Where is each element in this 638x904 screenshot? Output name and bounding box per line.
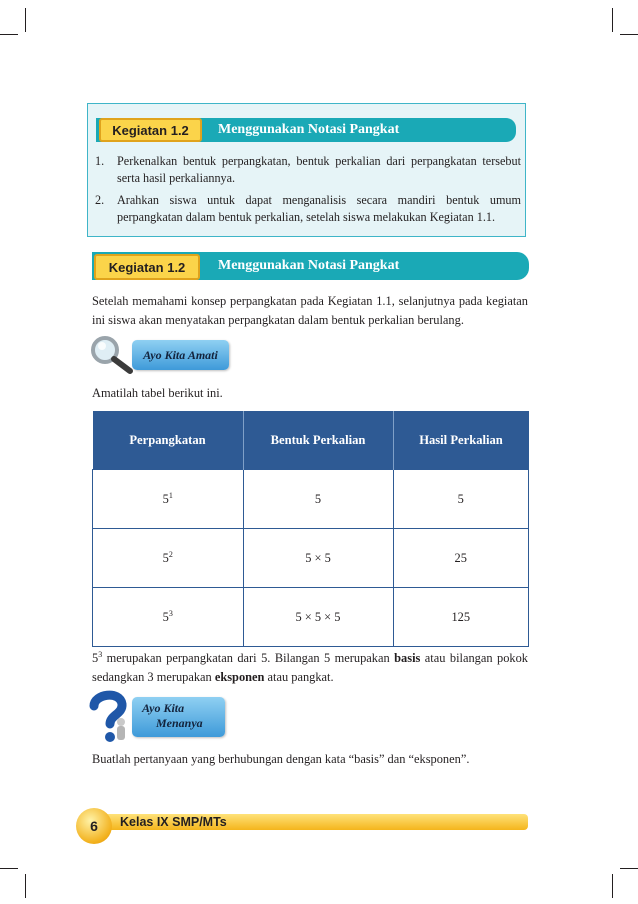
crop-mark xyxy=(25,874,26,898)
ask-label-line1: Ayo Kita xyxy=(142,701,185,715)
table-header-row xyxy=(93,411,529,470)
product-cell: 5 xyxy=(243,470,393,529)
ask-instruction: Buatlah pertanyaan yang berhubungan dengan kata “basis” dan “eksponen”. xyxy=(92,752,470,766)
activity-title: Menggunakan Notasi Pangkat xyxy=(218,122,400,137)
page-number: 6 xyxy=(76,808,112,844)
ask-label-line2: Menanya xyxy=(156,716,203,730)
ask-label xyxy=(132,697,225,737)
question-mark-person-icon xyxy=(86,688,132,744)
result-cell: 125 xyxy=(393,588,529,647)
observe-label-text: Ayo Kita Amati xyxy=(143,347,218,362)
observe-instruction: Amatilah tabel berikut ini. xyxy=(92,386,223,400)
power-cell: $5^2$ xyxy=(93,529,244,588)
explanation-paragraph: $5^3$ merupakan perpangkatan dari 5. Bilangan 5 merupakan basis atau bilangan pokok sedangkan 3 merupakan eksponen atau pangkat. xyxy=(92,650,528,685)
power-cell: $5^3$ xyxy=(93,588,244,647)
magnifier-icon xyxy=(88,334,136,374)
power-cell: $5^1$ xyxy=(93,470,244,529)
product-cell: 5 × 5 xyxy=(243,529,393,588)
crop-mark xyxy=(0,868,18,869)
intro-paragraph: Setelah memahami konsep perpangkatan pada Kegiatan 1.1, selanjutnya pada kegiatan ini siswa akan menyatakan perpangkatan dalam bentuk perkalian berulang. xyxy=(92,294,528,327)
table-row xyxy=(93,529,529,588)
observe-label xyxy=(132,340,229,370)
list-item xyxy=(95,153,521,187)
crop-mark xyxy=(0,34,18,35)
crop-mark xyxy=(25,8,26,32)
column-header: Perpangkatan xyxy=(93,411,244,470)
table-row xyxy=(93,588,529,647)
term-eksponen: eksponen xyxy=(214,670,265,685)
crop-mark xyxy=(620,34,638,35)
crop-mark xyxy=(612,874,613,898)
crop-mark xyxy=(612,8,613,32)
column-header: Bentuk Perkalian xyxy=(243,411,393,470)
list-number: 1. xyxy=(95,154,105,168)
term-basis: basis xyxy=(394,651,421,666)
result-cell: 25 xyxy=(393,529,529,588)
result-cell: 5 xyxy=(393,470,529,529)
crop-mark xyxy=(620,868,638,869)
teacher-guidance-list xyxy=(95,153,521,231)
activity-tag: Kegiatan 1.2 xyxy=(99,118,202,142)
list-text: Perkenalkan bentuk perpangkatan, bentuk perkalian dari perpangkatan tersebut serta hasil perkaliannya. xyxy=(117,154,521,185)
power-table xyxy=(92,411,529,647)
product-cell: 5 × 5 × 5 xyxy=(243,588,393,647)
book-title: Kelas IX SMP/MTs xyxy=(120,815,227,829)
table-row xyxy=(93,470,529,529)
column-header: Hasil Perkalian xyxy=(393,411,529,470)
activity-header-title: Menggunakan Notasi Pangkat xyxy=(218,258,400,273)
activity-header-tag: Kegiatan 1.2 xyxy=(94,254,200,280)
list-number: 2. xyxy=(95,193,105,207)
list-text: Arahkan siswa untuk dapat menganalisis secara mandiri bentuk umum perpangkatan dalam bentuk perkalian, setelah siswa melakukan Kegiatan 1.1. xyxy=(117,193,521,224)
list-item xyxy=(95,192,521,226)
